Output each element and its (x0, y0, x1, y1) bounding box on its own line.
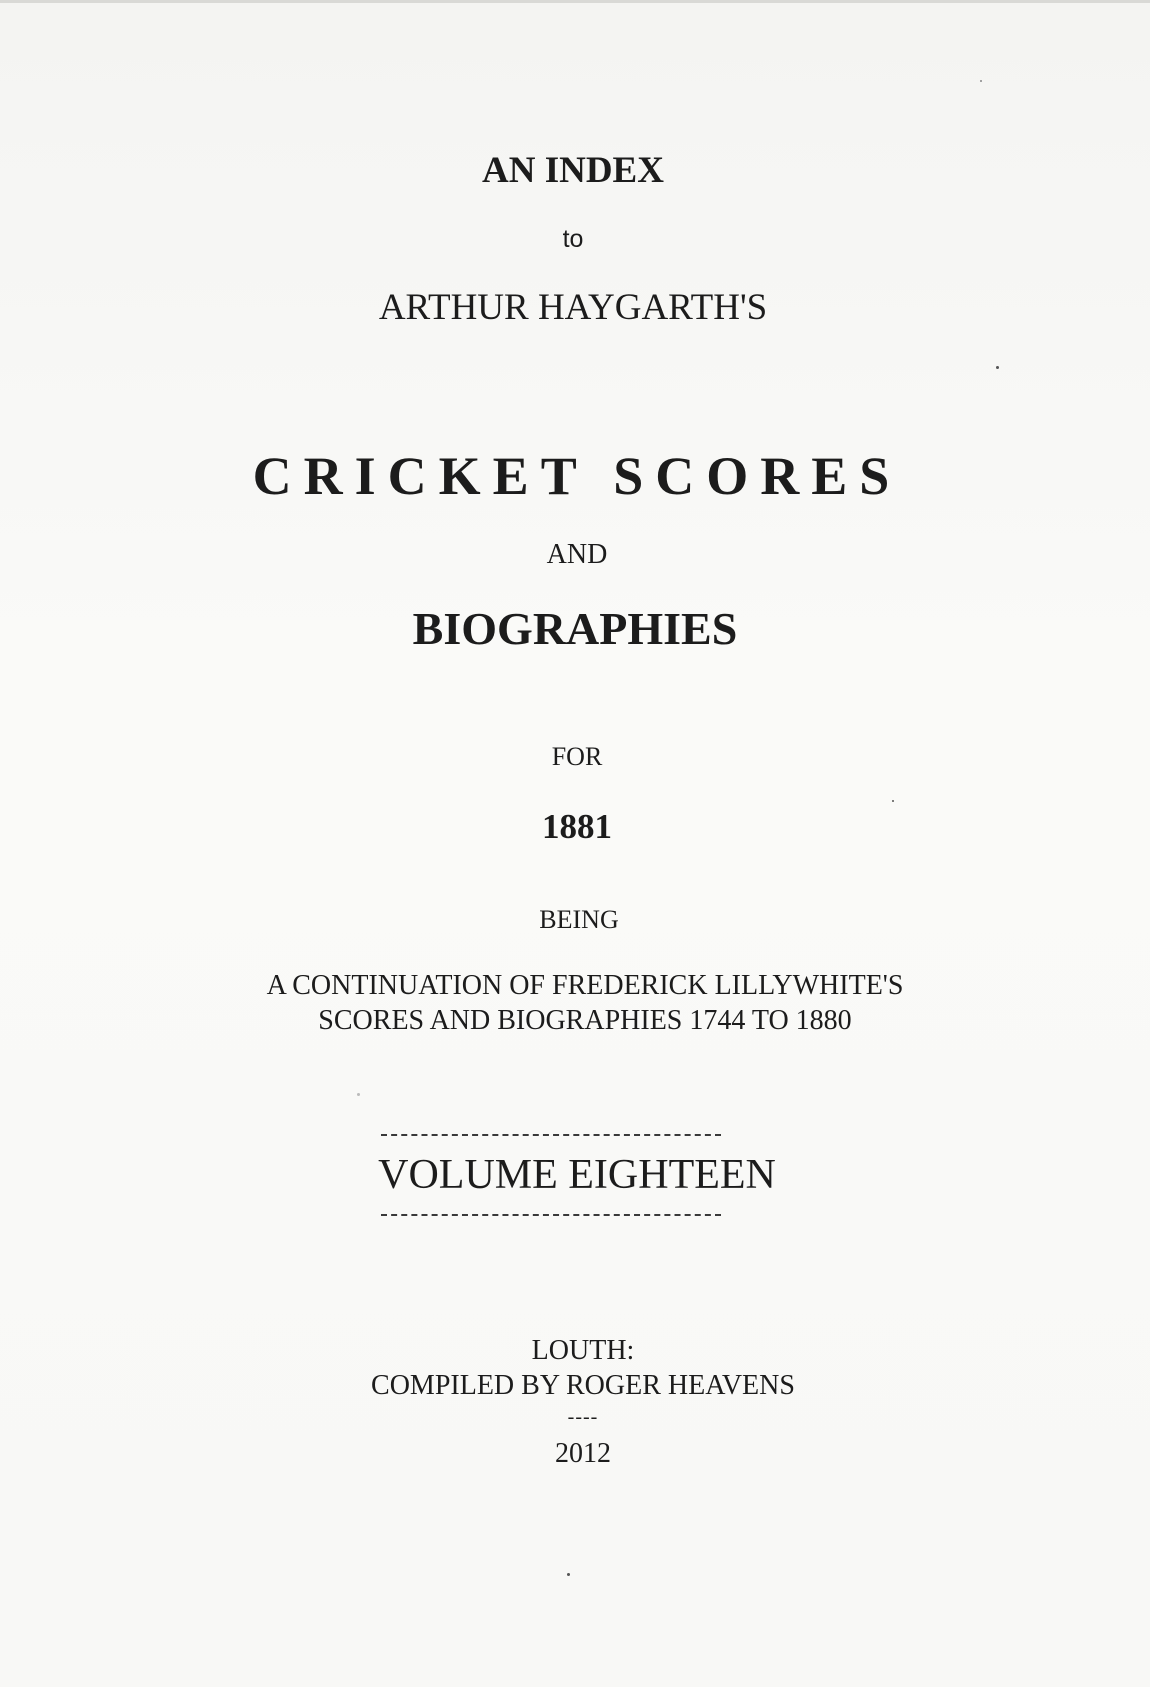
main-title: CRICKET SCORES (252, 446, 902, 506)
subtitle: BIOGRAPHIES (412, 603, 738, 654)
paper-speck (567, 1573, 570, 1576)
paper-speck (980, 80, 982, 82)
volume-rule-bottom (381, 1214, 721, 1216)
compiler-line: COMPILED BY ROGER HEAVENS (371, 1370, 795, 1401)
imprint-separator: ---- (567, 1406, 599, 1428)
imprint-place: LOUTH: (531, 1335, 635, 1366)
continuation-line-2: SCORES AND BIOGRAPHIES 1744 TO 1880 (318, 1005, 852, 1036)
to-text: to (562, 225, 584, 253)
paper-speck (892, 800, 894, 802)
paper-speck (357, 1093, 360, 1096)
paper-speck (996, 366, 999, 369)
continuation-line-1: A CONTINUATION OF FREDERICK LILLYWHITE'S (266, 970, 904, 1001)
index-heading: AN INDEX (482, 150, 664, 191)
being-text: BEING (539, 905, 619, 934)
and-text: AND (546, 539, 608, 570)
for-text: FOR (551, 742, 603, 771)
publication-year: 2012 (555, 1438, 611, 1469)
volume-rule-top (381, 1134, 721, 1136)
page-top-edge (0, 0, 1150, 3)
year: 1881 (542, 807, 612, 846)
author-line: ARTHUR HAYGARTH'S (378, 287, 768, 328)
volume-label: VOLUME EIGHTEEN (378, 1152, 776, 1198)
